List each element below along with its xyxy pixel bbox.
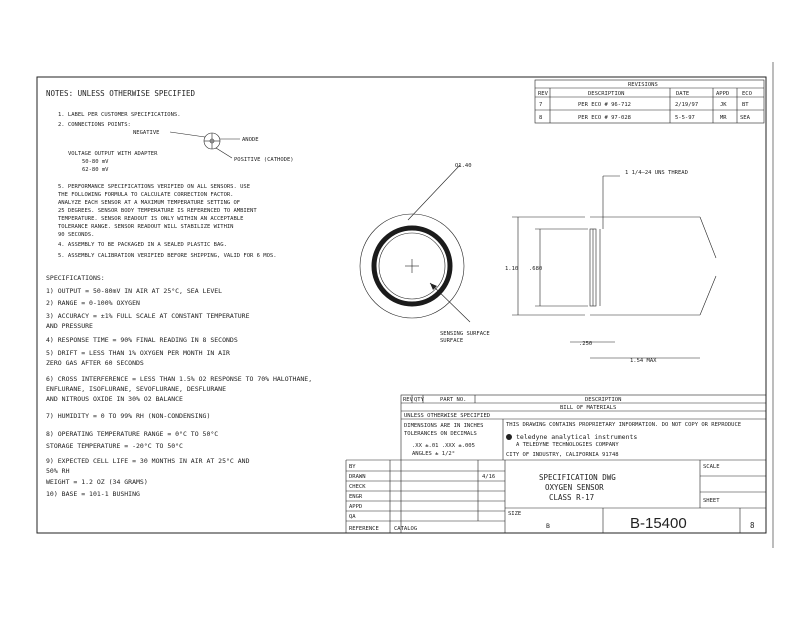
spec-line: 3) ACCURACY = ±1% FULL SCALE AT CONSTANT TEMPERATURE — [46, 312, 250, 320]
sign-label: APPD — [349, 504, 363, 510]
rev-cell: PER ECO # 96-712 — [578, 102, 631, 108]
rev-cell: 5-5-97 — [675, 115, 695, 121]
sign-label: QA — [349, 514, 356, 520]
connection-pin-label: POSITIVE (CATHODE) — [234, 157, 294, 163]
company-logo-icon — [506, 434, 512, 440]
spec-line: 4) RESPONSE TIME = 90% FINAL READING IN 8 SECONDS — [46, 336, 238, 344]
surface-leader — [430, 283, 470, 322]
drawing-number: B-15400 — [630, 515, 687, 532]
sign-label: BY — [349, 464, 356, 470]
note-line: 90 SECONDS. — [58, 232, 95, 238]
title-block — [346, 395, 766, 533]
tolerance-line: .XX ±.01 .XXX ±.005 — [412, 443, 475, 449]
rev-cell: MR — [720, 115, 727, 121]
sign-label: ENGR — [349, 494, 363, 500]
voltage-line: 62-80 mV — [82, 167, 109, 173]
rev-cell: 7 — [539, 102, 543, 108]
drawing-title: OXYGEN SENSOR — [545, 483, 604, 492]
spec-line: ZERO GAS AFTER 60 SECONDS — [46, 359, 144, 367]
spec-line: STORAGE TEMPERATURE = -20°C TO 50°C — [46, 442, 183, 450]
sign-date: 4/16 — [482, 474, 496, 480]
rev-cell: 8 — [539, 115, 543, 121]
front-view — [360, 163, 490, 344]
spec-line: ENFLURANE, ISOFLURANE, SEVOFLURANE, DESFLURANE — [46, 385, 227, 393]
side-view — [505, 170, 716, 364]
dim-height: 1.10 — [505, 266, 519, 272]
spec-line: AND NITROUS OXIDE IN 30% O2 BALANCE — [46, 395, 183, 403]
connection-negative-label: NEGATIVE — [133, 130, 160, 136]
body-taper — [700, 217, 716, 258]
sheet-label: SHEET — [703, 498, 720, 504]
list-header: DESCRIPTION — [585, 397, 622, 403]
note-line: THE FOLLOWING FORMULA TO CALCULATE CORRECTION FACTOR. — [58, 192, 234, 198]
list-header: REV — [403, 397, 413, 403]
spec-line: 6) CROSS INTERFERENCE = LESS THAN 1.5% O2 RESPONSE TO 70% HALOTHANE, — [46, 375, 313, 383]
dim-diameter: O1.40 — [455, 163, 472, 169]
spec-line: 50% RH — [46, 467, 70, 475]
drawing-title: CLASS R-17 — [549, 493, 595, 502]
rev-header: DATE — [676, 91, 690, 97]
tolerance-line: TOLERANCES ON DECIMALS — [404, 431, 477, 437]
sign-label: REFERENCE — [349, 526, 379, 532]
spec-line: 9) EXPECTED CELL LIFE = 30 MONTHS IN AIR AT 25°C AND — [46, 457, 250, 465]
note-line: 4. ASSEMBLY TO BE PACKAGED IN A SEALED PLASTIC BAG. — [58, 242, 227, 248]
list-header: QTY — [414, 397, 424, 403]
spec-line: 5) DRIFT = LESS THAN 1% OXYGEN PER MONTH IN AIR — [46, 349, 230, 357]
note-line: 2. CONNECTIONS POINTS: — [58, 122, 131, 128]
voltage-line: 50-80 mV — [82, 159, 109, 165]
sensing-surface-label: SENSING SURFACE — [440, 331, 490, 337]
rev-cell: JK — [720, 102, 727, 108]
reference-text: CATALOG — [394, 526, 418, 532]
note-line: 5. ASSEMBLY CALIBRATION VERIFIED BEFORE SHIPPING, VALID FOR 6 MOS. — [58, 253, 277, 259]
tolerance-header: UNLESS OTHERWISE SPECIFIED — [404, 413, 491, 419]
note-line: TEMPERATURE. SENSOR READOUT IS ONLY WITHIN AN ACCEPTABLE — [58, 216, 244, 222]
size-value: B — [546, 522, 550, 530]
rev-cell: PER ECO # 97-028 — [578, 115, 631, 121]
thread-label: 1 1/4–24 UNS THREAD — [625, 170, 688, 176]
note-line: TOLERANCE RANGE. SENSOR READOUT WILL STABILIZE WITHIN — [58, 224, 234, 230]
scale-label: SCALE — [703, 464, 720, 470]
connection-anode-label: ANODE — [242, 137, 259, 143]
proprietary-notice: THIS DRAWING CONTAINS PROPRIETARY INFORMATION. DO NOT COPY OR REPRODUCE — [506, 422, 742, 428]
body-taper — [700, 276, 716, 315]
rev-cell: SEA — [740, 115, 750, 121]
note-line: 25 DEGREES. SENSOR BODY TEMPERATURE IS REFERENCED TO AMBIENT — [58, 208, 257, 214]
rev-cell: BT — [742, 102, 749, 108]
spec-line: 2) RANGE = 0-100% OXYGEN — [46, 299, 140, 307]
spec-line: 7) HUMIDITY = 0 TO 99% RH (NON-CONDENSING) — [46, 412, 211, 420]
size-label: SIZE — [508, 511, 522, 517]
note-line: 1. LABEL PER CUSTOMER SPECIFICATIONS. — [58, 112, 181, 118]
company-sub: A TELEDYNE TECHNOLOGIES COMPANY — [516, 442, 619, 448]
spec-line: 10) BASE = 101-1 BUSHING — [46, 490, 140, 498]
specs-header: SPECIFICATIONS: — [46, 274, 105, 282]
tolerance-line: DIMENSIONS ARE IN INCHES — [404, 423, 484, 429]
spec-line: AND PRESSURE — [46, 322, 93, 330]
rev-header: REV — [538, 91, 548, 97]
voltage-line: VOLTAGE OUTPUT WITH ADAPTER — [68, 151, 158, 157]
company-address: CITY OF INDUSTRY, CALIFORNIA 91748 — [506, 452, 619, 458]
sensing-surface-label-2: SURFACE — [440, 338, 464, 344]
revisions-table — [535, 80, 764, 123]
rev-header: DESCRIPTION — [588, 91, 625, 97]
spec-line: 1) OUTPUT = 50-80mV IN AIR AT 25°C, SEA LEVEL — [46, 287, 223, 295]
tolerance-line: ANGLES ± 1/2° — [412, 451, 456, 457]
notes-block — [46, 89, 294, 259]
sign-label: DRAWN — [349, 474, 366, 480]
note-line: ANALYZE EACH SENSOR AT A MAXIMUM TEMPERATURE SETTING OF — [58, 200, 241, 206]
spec-line: WEIGHT = 1.2 OZ (34 GRAMS) — [46, 478, 148, 486]
spec-line: 8) OPERATING TEMPERATURE RANGE = 0°C TO 50°C — [46, 430, 219, 438]
dim-height-2: .680 — [529, 266, 543, 272]
specifications-block — [46, 274, 312, 498]
drawing-title: SPECIFICATION DWG — [539, 473, 616, 482]
dim-small: .250 — [579, 341, 593, 347]
bom-label: BILL OF MATERIALS — [560, 405, 617, 411]
rev-cell: 2/19/97 — [675, 102, 699, 108]
revision-value: 8 — [750, 521, 755, 530]
rev-header: ECO — [742, 91, 752, 97]
note-line: 5. PERFORMANCE SPECIFICATIONS VERIFIED ON ALL SENSORS. USE — [58, 184, 251, 190]
dim-leader — [408, 165, 460, 220]
revisions-title: REVISIONS — [628, 82, 658, 88]
company-name: teledyne analytical instruments — [516, 433, 638, 441]
dim-total: 1.54 MAX — [630, 358, 657, 364]
rev-header: APPD — [716, 91, 730, 97]
leader-line — [170, 132, 205, 137]
sign-label: CHECK — [349, 484, 366, 490]
leader-line — [216, 148, 232, 158]
list-header: PART NO. — [440, 397, 467, 403]
notes-header: NOTES: UNLESS OTHERWISE SPECIFIED — [46, 89, 196, 98]
